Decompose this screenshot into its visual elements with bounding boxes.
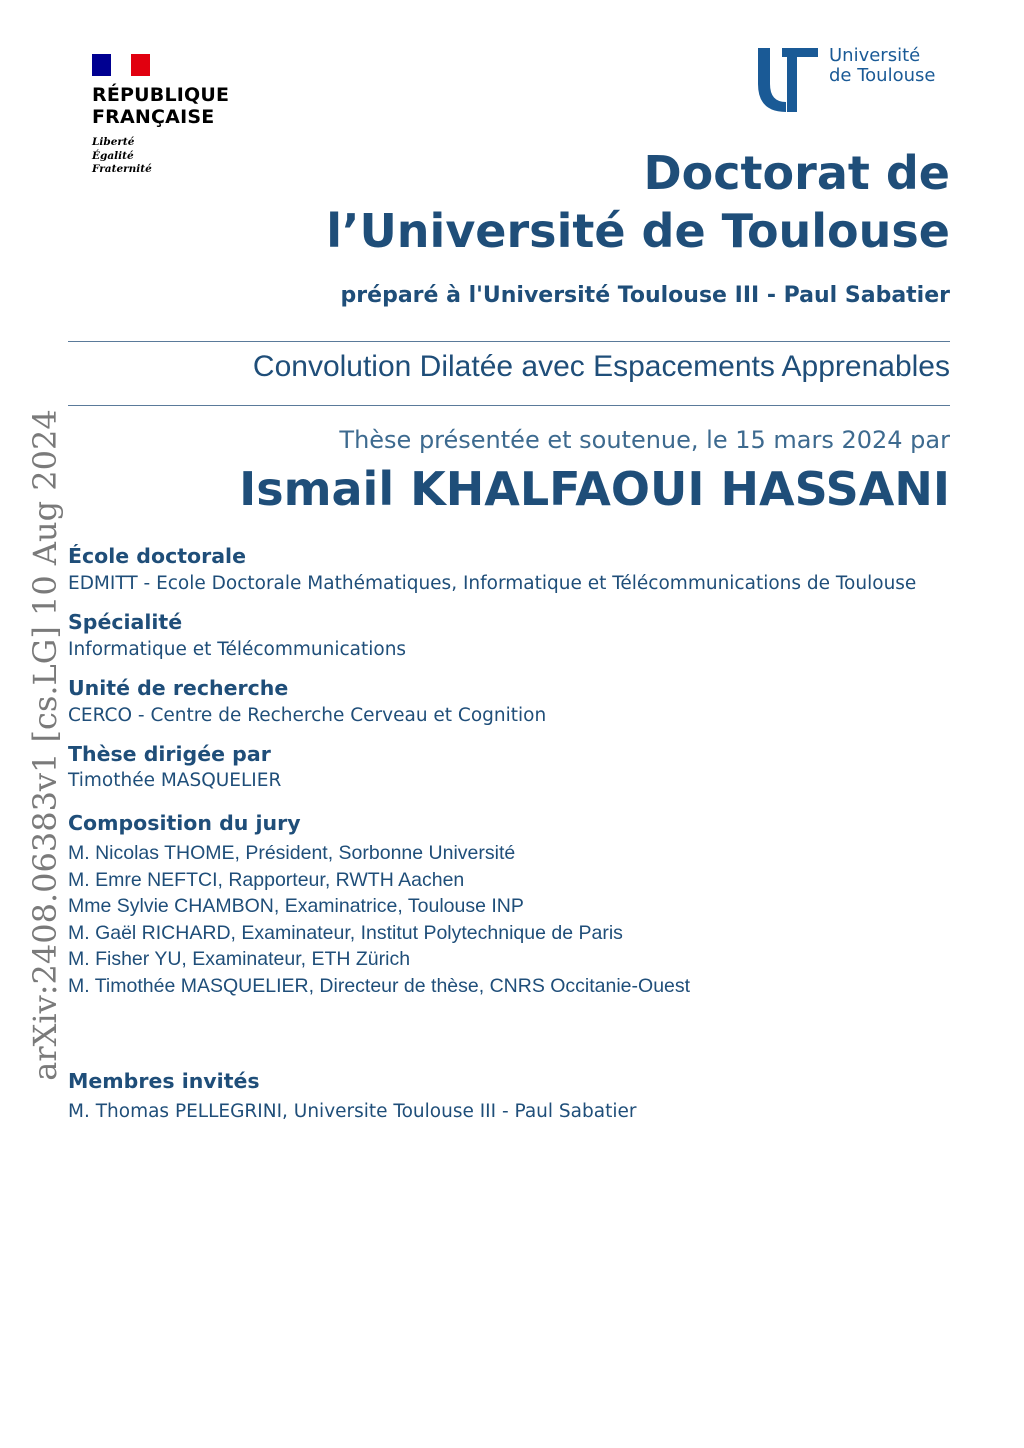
unite-heading: Unité de recherche xyxy=(68,676,289,700)
specialite-heading: Spécialité xyxy=(68,610,183,634)
prepared-at: préparé à l'Université Toulouse III - Paul Sabatier xyxy=(340,283,950,308)
republique-francaise-logo xyxy=(92,54,252,177)
invites-value: M. Thomas PELLEGRINI, Universite Toulouse III - Paul Sabatier xyxy=(68,1101,637,1122)
motto-fraternite: Fraternité xyxy=(92,163,152,175)
doctorate-title-line1: Doctorat de xyxy=(643,146,950,200)
motto-liberte: Liberté xyxy=(92,136,135,148)
ut-name-line1: Université xyxy=(829,45,921,66)
ut-emblem-icon xyxy=(752,44,822,116)
motto-egalite: Égalité xyxy=(92,149,134,162)
jury-member: M. Nicolas THOME, Président, Sorbonne Université xyxy=(68,842,516,864)
invites-heading: Membres invités xyxy=(68,1069,260,1093)
jury-member: Mme Sylvie CHAMBON, Examinatrice, Toulouse INP xyxy=(68,895,524,917)
specialite-value: Informatique et Télécommunications xyxy=(68,639,407,660)
jury-heading: Composition du jury xyxy=(68,811,301,835)
author-name: Ismail KHALFAOUI HASSANI xyxy=(239,462,950,516)
ecole-heading: École doctorale xyxy=(68,544,246,568)
universite-toulouse-logo xyxy=(752,44,962,116)
jury-member: M. Fisher YU, Examinateur, ETH Zürich xyxy=(68,948,411,970)
arxiv-stamp: arXiv:2408.06383v1 [cs.LG] 10 Aug 2024 xyxy=(26,409,64,1081)
doctorate-title-line2: l’Université de Toulouse xyxy=(326,204,950,258)
presentation-line: Thèse présentée et soutenue, le 15 mars 2024 par xyxy=(339,426,950,454)
republique-name-line2: FRANÇAISE xyxy=(92,106,215,128)
divider-top xyxy=(68,341,950,342)
jury-member: M. Gaël RICHARD, Examinateur, Institut Polytechnique de Paris xyxy=(68,922,623,944)
direction-heading: Thèse dirigée par xyxy=(68,742,271,766)
ut-name-line2: de Toulouse xyxy=(829,65,936,86)
divider-bottom xyxy=(68,405,950,406)
jury-member: M. Emre NEFTCI, Rapporteur, RWTH Aachen xyxy=(68,869,465,891)
ecole-value: EDMITT - Ecole Doctorale Mathématiques, Informatique et Télécommunications de Toulouse xyxy=(68,573,917,594)
republique-name-line1: RÉPUBLIQUE xyxy=(92,84,230,106)
french-flag-icon xyxy=(92,54,150,76)
direction-value: Timothée MASQUELIER xyxy=(68,770,282,791)
thesis-title: Convolution Dilatée avec Espacements Apprenables xyxy=(252,350,950,383)
unite-value: CERCO - Centre de Recherche Cerveau et Cognition xyxy=(68,705,547,726)
jury-member: M. Timothée MASQUELIER, Directeur de thèse, CNRS Occitanie-Ouest xyxy=(68,975,691,997)
